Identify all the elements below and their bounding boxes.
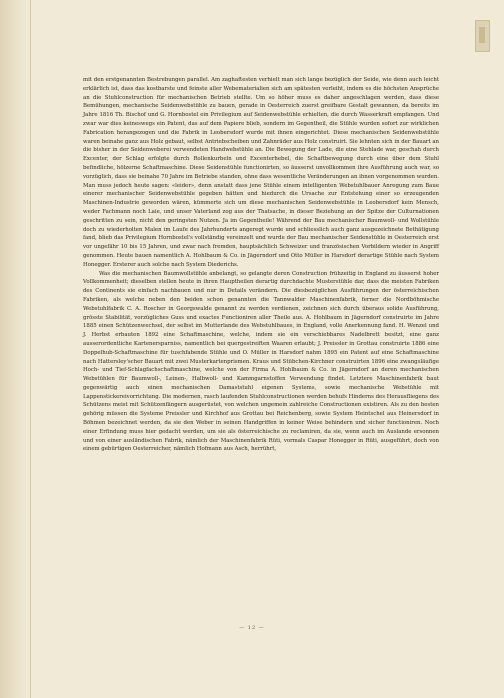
page-number: — 12 — bbox=[239, 625, 265, 631]
page-fold-line bbox=[30, 0, 31, 698]
paragraph-2: Was die mechanischen Baumwollstühle anbelangt, so gelangte deren Construction frühzeitig in England zu äusserst hoher Vollkommenheit; dieselben stellen heute in ihren Hauptheilen derartig durchdachte Musterstühle dar, dass die meisten Fabriken des Continents sie einfach nachbauen und nur in Details verändern. Die diesbezüglichen Ausführungen der österreichischen Fabriken, als welche neben den beiden schon genannten die Tannwalder Maschinenfabrik, ferner die Nordböhmische Webstuhlfabrik C. A. Roscher in Georgswalde genannt zu werden verdienen, zeichnen sich durch überaus solide Ausführung, grösste Stabilität, vorzügliches Guss und exactes Functioniren aller Theile aus. A. Hohlbaum in Jägerndorf construirte im Jahre 1885 einen Schützenwechsel, der selbst im Mutterlande des Webstuhlbaues, in England, volle Anerkennung fand. H. Wenzel und J. Herbst erbauten 1892 eine Schaftmaschine, welche, indem sie ein verschiebbares Nadelbrett besitzt, eine ganz ausserordentliche Kartenersparniss, namentlich bei quergestreiften Waaren erlaubt; J. Preissler in Grottau construirte 1886 eine Doppelhub-Schaftmaschine für tuschfabende Stühle und O. Müller in Harsdorf nahm 1895 ein Patent auf eine Schaftmaschine nach Hattersley'scher Bauart mit zwei Musterkartenprismen. Kraus und Stübchen-Kirchner construirten 1896 eine zwangsläufige Hoch- und Tief-Schlagfachschaftmaschine, welche von der Firma A. Hohlbaum & Co. in Jägerndorf an deren mechanischen Webstühlen für Baumwoll-, Leinen-, Halbwoll- und Kammgarnstoffen Verwendung findet. Letztere Maschinenfabrik baut gegenwärtig auch einen mechanischen Damaststuhl eigenen Systems, sowie mechanische Webstühle mit Lappenstickereivorrichtung. Die modernen, rasch laufenden Stuhlconstructionen werden behufs Hinderns des Herausfliegens des Schützens meist mit Schützenfängern ausgerüstet, von welchen ungemein zahlreiche Constructionen existiren. Als zu den besten gehörig müssen die Systeme Preissler und Kirchhof aus Grottau bei Reichenberg, sowie System Heintschel aus Heinersdorf in Böhmen bezeichnet werden, da sie den Weber in seinen Handgriffen in keiner Weise behindern und sicher functioniren. Noch einer Erfindung muss hier gedacht werden, um sie als österreichische zu reclamiren, da sie, wenn auch im Auslande ersonnen und von einer ausländischen Fabrik, nämlich der Maschinenfabrik Rüti, vormals Caspar Honegger in Rüti, ausgeführt, doch von einem gebürtigen Oesterreicher, nämlich Hofmann aus Asch, herrührt, bbox=[83, 270, 439, 453]
page-tab-marker bbox=[475, 20, 490, 52]
binding-gutter bbox=[0, 0, 30, 698]
body-text bbox=[83, 76, 439, 454]
paragraph-1: mit den erstgenannten Bestrebungen parallel. Am zaghaftesten verhielt man sich lange bezüglich der Seide, wie denn auch leicht erklärlich ist, dass das kostbarste und feinste aller Webematerialien sich am spätesten verleiht, indem es die höchsten Ansprüche an die Stuhlconstruction für mechanischen Betrieb stellte. Um so höher muss es daher angeschlagen werden, dass diese Bemühungen, mechanische Seidenwebstühle zu bauen, gerade in Oesterreich zuerst greifbare Gestalt gewannen, da bereits im Jahre 1816 Th. Bischof und G. Hornbostel ein Privilegium auf Seidenwebstühle erhielten, die durch Wasserkraft empfangen. Und zwar war dies keineswegs ein Patent, das auf dem Papiere blieb, sondern im Gegentheil, die Stühle wurden sofort zur wirklichen Fabrication herangezogen und die Fabrik in Leobersdorf wurde mit ihnen eingerichtet. Diese mechanischen Seidenwebstühle waren beinahe ganz aus Holz gebaut, selbst Antriebscheiben und Zahnräder aus Holz construirt. Sie lehnten sich in der Bauart an die bisher in der Seidenweberei verwendeten Handwebstühle an. Die Bewegung der Lade, die eine Stehlade war, geschah durch Excenter, der Schlag erfolgte durch Rollenkurbeln und Excenterhebel, die Schaftbewegung durch eine über dem Stuhl befindliche, hölzerne Schaftmaschine. Diese Seidenstühle functionirten, so äusserst unvollkommen ihre Ausführung auch war, so vorzüglich, dass sie beinahe 70 Jahre im Betriebe standen, ohne dass wesentliche Veränderungen an ihnen vorgenommen wurden. Man muss jedoch heute sagen: «leider», denn anstatt dass jene Stühle einem intelligenten Webstuhlbauer Anregung zum Baue einerer mechanischer Seidenwebstühle gegeben hätten und hiedurch die Ursache zur Entstehung einer so erzeugenden Maschinen-Industrie geworden wären, kümmerte sich um diese mechanischen Seidenwebstühle in Leobersdorf kein Mensch, weder Fachmann noch Laie, und unser Vaterland zog aus der Thatsache, in dieser Beziehung an der Spitze der Culturnationen geschritten zu sein, nicht den geringsten Nutzen. Ja im Gegentheile! Während der Bau mechanischer Baumwoll- und Wollstühle doch zu wiederholten Malen im Laufe des Jahrhunderts angeregt wurde und schliesslich auch ganz ausgezeichnete Bethätigung fand, blieb das Privilegium Hornbostel's vollständig vereinzelt und wurde der Bau mechanischer Seidenstühle in Oesterreich erst vor ungefähr 10 bis 15 Jahren, und zwar nach fremden, hauptsächlich Schweizer und französischen Vorbildern wieder in Angriff genommen. Heute bauen namentlich A. Hohlbaum & Co. in Jägerndorf und Otto Müller in Harsdorf derartige Stühle nach System Honegger. Ersterer auch solche nach System Diederichs. bbox=[83, 77, 439, 268]
